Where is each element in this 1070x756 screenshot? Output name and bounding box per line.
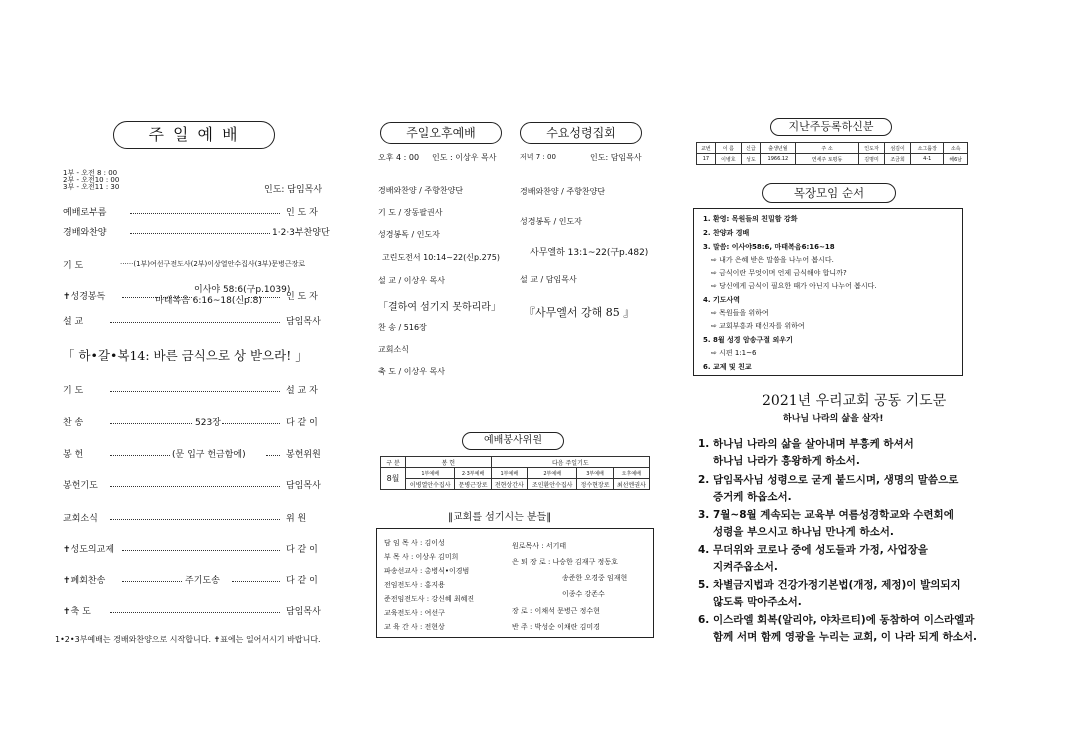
prayer-line: 지켜주옵소서. bbox=[713, 561, 778, 573]
table-cell: 최선엔권사 bbox=[613, 479, 649, 490]
table-cell: 소속 bbox=[944, 143, 968, 154]
wednesday-title: 수요성령집회 bbox=[520, 122, 642, 144]
table-cell: 오후예배 bbox=[613, 468, 649, 479]
table-cell: 8월 bbox=[381, 468, 406, 490]
afternoon-line: 설 교 / 이상우 목사 bbox=[378, 276, 445, 285]
servant-line: 전임전도사 : 홍지용 bbox=[384, 581, 445, 589]
prayer-line: 하나님 나라가 흥왕하게 하소서. bbox=[713, 455, 860, 467]
table-cell: 조금희 bbox=[885, 154, 911, 165]
order-mid: 주기도송 bbox=[185, 576, 220, 586]
order-label: ✝성도의교제 bbox=[63, 545, 115, 555]
order-label: 봉 헌 bbox=[63, 450, 84, 460]
divider bbox=[130, 213, 280, 214]
order-label: 기 도 bbox=[63, 386, 84, 396]
service-time-1: 1부 - 오전 8 : 00 bbox=[63, 169, 118, 177]
table-cell: 3부예배 bbox=[577, 468, 613, 479]
prayer-line: 6. 이스라엘 회복(알리야, 야차르티)에 동참하여 이스라엘과 bbox=[698, 614, 975, 626]
table-cell: 조인환안수집사 bbox=[527, 479, 576, 490]
servant-line: 이종수 강존수 bbox=[562, 590, 605, 598]
sunday-title: 주 일 예 배 bbox=[113, 121, 275, 149]
table-cell: 1부예배 bbox=[491, 468, 527, 479]
afternoon-title: 주일오후예배 bbox=[380, 122, 502, 144]
table-cell: 김명미 bbox=[859, 154, 885, 165]
committee-table bbox=[380, 456, 650, 490]
table-cell: 17 bbox=[697, 154, 716, 165]
servant-line: 반 주 : 박성순 이채란 김미경 bbox=[512, 623, 600, 631]
order-mid: 1·2·3부찬양단 bbox=[272, 228, 330, 238]
afternoon-line: 교회소식 bbox=[378, 345, 409, 354]
divider bbox=[130, 233, 270, 234]
table-cell: 구 분 bbox=[381, 457, 406, 468]
prayer-line: 5. 차별금지법과 건강가정기본법(개정, 제정)이 발의되지 bbox=[698, 579, 961, 591]
sunday-leader: 인도: 담임목사 bbox=[264, 185, 323, 195]
cell-item: ⇨ 교회부흥과 태신자를 위하여 bbox=[711, 322, 805, 330]
table-cell: 해6남 bbox=[944, 154, 968, 165]
table-cell: 봉 헌 bbox=[406, 457, 492, 468]
divider bbox=[266, 455, 280, 456]
cell-item: 2. 찬양과 경배 bbox=[703, 229, 750, 237]
servant-line: 은 퇴 장 로 : 나승한 김재구 정동호 bbox=[512, 558, 618, 566]
order-label: 설 교 bbox=[63, 317, 84, 327]
cell-meeting-title: 목장모임 순서 bbox=[762, 183, 896, 203]
table-cell: 출생년월 bbox=[760, 143, 795, 154]
committee-title: 예배봉사위원 bbox=[462, 432, 564, 450]
cell-item: ⇨ 당신에게 금식이 필요한 때가 아닌지 나누어 봅시다. bbox=[711, 282, 877, 290]
prayer-line: 1. 하나님 나라의 삶을 살아내며 부흥케 하셔서 bbox=[698, 438, 914, 450]
order-mid: (문 입구 헌금함에) bbox=[172, 450, 246, 460]
table-cell: 정수현장로 bbox=[577, 479, 613, 490]
prayer-line: 함께 서며 함께 영광을 누리는 교회, 이 나라 되게 하소서. bbox=[713, 631, 978, 643]
cell-item: ⇨ 내가 은혜 받은 말씀을 나누어 봅시다. bbox=[711, 256, 834, 264]
prayer-leaders: (1부)여선구전도사(2부)이상열안수집사(3부)문병근장로 bbox=[133, 260, 306, 268]
prayer-title: 2021년 우리교회 공동 기도문 bbox=[762, 393, 947, 409]
servant-line: 장 로 : 이채석 문병근 정수현 bbox=[512, 607, 600, 615]
divider bbox=[248, 297, 280, 298]
servants-title: ‖교회를 섬기시는 분들‖ bbox=[448, 512, 552, 523]
afternoon-line: 찬 송 / 516장 bbox=[378, 323, 427, 332]
table-cell: 이병호 bbox=[715, 154, 741, 165]
servant-line: 파송선교사 : 총병식•이경범 bbox=[384, 567, 470, 575]
sermon-title: 「 하•갈•복14: 바른 금식으로 상 받으라! 」 bbox=[62, 348, 308, 363]
divider bbox=[232, 581, 280, 582]
order-right: 설 교 자 bbox=[286, 386, 318, 396]
servant-line: 담 임 목 사 : 김이성 bbox=[384, 539, 445, 547]
order-right: 인 도 자 bbox=[286, 208, 318, 218]
table-cell: 1부예배 bbox=[406, 468, 455, 479]
cell-item: 4. 기도사역 bbox=[703, 296, 741, 304]
servant-line: 부 목 사 : 이상우 김미희 bbox=[384, 553, 459, 561]
cell-item: 5. 8월 성경 암송구절 외우기 bbox=[703, 336, 793, 344]
prayer-line: 3. 7월~8월 계속되는 교육부 여름성경학교와 수련회에 bbox=[698, 509, 954, 521]
cell-item: 1. 환영: 목원들의 친밀함 강화 bbox=[703, 215, 798, 223]
divider bbox=[110, 423, 192, 424]
table-cell: 신급 bbox=[741, 143, 760, 154]
divider bbox=[222, 423, 280, 424]
order-label: ✝축 도 bbox=[63, 607, 91, 617]
newcomer-title: 지난주등록하신분 bbox=[770, 118, 892, 136]
order-label: 찬 송 bbox=[63, 418, 84, 428]
afternoon-line: 기 도 / 장동팔권사 bbox=[378, 208, 443, 217]
sunday-footnote: 1•2•3부예배는 경배와찬양으로 시작합니다. ✝표에는 일어서시기 바랍니다. bbox=[55, 635, 321, 644]
prayer-line: 않도록 막아주소서. bbox=[713, 596, 802, 608]
servant-line: 교육전도사 : 여선구 bbox=[384, 609, 445, 617]
order-mid-1: 이사야 58:6(구p.1039) bbox=[194, 285, 291, 295]
divider bbox=[110, 486, 280, 487]
afternoon-line: 고린도전서 10:14~22(신p.275) bbox=[382, 253, 500, 262]
divider bbox=[110, 519, 280, 520]
wednesday-line: 사무엘하 13:1~22(구p.482) bbox=[530, 248, 649, 258]
table-cell: 소그룹장 bbox=[911, 143, 944, 154]
order-right: 다 같 이 bbox=[286, 576, 318, 586]
afternoon-line: 경배와찬양 / 주향찬양단 bbox=[378, 186, 464, 195]
table-cell: 인도자 bbox=[859, 143, 885, 154]
cell-item: ⇨ 시편 1:1~6 bbox=[711, 349, 757, 357]
order-label: 기 도 bbox=[63, 261, 84, 271]
wednesday-leader: 인도: 담임목사 bbox=[590, 153, 642, 162]
order-mid-2: 마태복음 6:16~18(신p.8) bbox=[155, 296, 262, 306]
afternoon-leader: 인도 : 이상우 목사 bbox=[432, 153, 497, 162]
order-label: ✝폐회찬송 bbox=[63, 576, 106, 586]
order-mid: 523장 bbox=[195, 418, 221, 428]
order-label: 교회소식 bbox=[63, 514, 98, 524]
divider bbox=[110, 612, 280, 613]
afternoon-sermon: 「결하여 섬기지 못하리라」 bbox=[378, 302, 501, 313]
table-cell: 성도 bbox=[741, 154, 760, 165]
newcomer-table bbox=[696, 142, 968, 165]
order-mid: ······(1부)여선구전도사(2부)이상열안수집사(3부)문병근장로 bbox=[120, 260, 306, 268]
order-right: 다 같 이 bbox=[286, 418, 318, 428]
table-cell: 이병열안수집사 bbox=[406, 479, 455, 490]
cell-item: 6. 교제 및 친교 bbox=[703, 363, 752, 371]
divider bbox=[122, 581, 182, 582]
divider bbox=[110, 391, 280, 392]
servant-line: 송준한 오경중 임재현 bbox=[562, 574, 628, 582]
order-right: 봉헌위원 bbox=[286, 450, 321, 460]
cell-item: 3. 말씀: 이사야58:6, 마태복음6:16~18 bbox=[703, 243, 835, 251]
prayer-subtitle: 하나님 나라의 삶을 살자! bbox=[783, 414, 884, 424]
wednesday-line: 경배와찬양 / 주향찬양단 bbox=[520, 187, 606, 196]
table-cell: 다음 주일기도 bbox=[491, 457, 649, 468]
table-cell: 연세주 토평동 bbox=[796, 154, 859, 165]
order-right: 담임목사 bbox=[286, 607, 321, 617]
order-label: 봉헌기도 bbox=[63, 481, 98, 491]
table-cell: 전현상간사 bbox=[491, 479, 527, 490]
order-label: 예배로부름 bbox=[63, 208, 107, 218]
prayer-line: 2. 담임목사님 성령으로 굳게 붙드시며, 생명의 말씀으로 bbox=[698, 474, 959, 486]
prayer-line: 증거케 하옵소서. bbox=[713, 491, 792, 503]
order-right: 인 도 자 bbox=[286, 292, 318, 302]
divider bbox=[110, 322, 280, 323]
table-cell: 이 름 bbox=[715, 143, 741, 154]
divider bbox=[122, 550, 280, 551]
divider bbox=[110, 455, 170, 456]
table-cell: 4-1 bbox=[911, 154, 944, 165]
order-right: 담임목사 bbox=[286, 317, 321, 327]
table-cell: 1966.12 bbox=[760, 154, 795, 165]
prayer-line: 4. 무더위와 코로나 중에 성도들과 가정, 사업장을 bbox=[698, 544, 928, 556]
service-time-2: 2부 - 오전10 : 00 bbox=[63, 176, 120, 184]
servant-line: 교 육 간 사 : 전현상 bbox=[384, 623, 445, 631]
wednesday-time: 저녁 7 : 00 bbox=[520, 153, 556, 161]
servant-line: 준전임전도사 : 강신혜 최혜진 bbox=[384, 595, 475, 603]
wednesday-sermon: 『사무엘서 강해 85 』 bbox=[524, 306, 635, 319]
table-cell: 섬김이 bbox=[885, 143, 911, 154]
afternoon-line: 성경봉독 / 인도자 bbox=[378, 230, 440, 239]
order-label: 경배와찬양 bbox=[63, 228, 107, 238]
table-cell: 주 소 bbox=[796, 143, 859, 154]
table-cell: 2·3부예배 bbox=[455, 468, 491, 479]
order-label: ✝성경봉독 bbox=[63, 292, 106, 302]
cell-item: ⇨ 금식이란 무엇이며 언제 금식해야 합니까? bbox=[711, 269, 847, 277]
prayer-line: 성령을 부으시고 하나님 만나게 하소서. bbox=[713, 526, 894, 538]
wednesday-line: 설 교 / 담임목사 bbox=[520, 275, 577, 284]
wednesday-line: 성경봉독 / 인도자 bbox=[520, 217, 582, 226]
order-right: 다 같 이 bbox=[286, 545, 318, 555]
order-right: 담임목사 bbox=[286, 481, 321, 491]
table-cell: 2부예배 bbox=[527, 468, 576, 479]
table-cell: 교번 bbox=[697, 143, 716, 154]
table-cell: 문병근장로 bbox=[455, 479, 491, 490]
order-right: 위 원 bbox=[286, 514, 307, 524]
afternoon-time: 오후 4 : 00 bbox=[378, 153, 420, 162]
afternoon-line: 축 도 / 이상우 목사 bbox=[378, 367, 445, 376]
cell-item: ⇨ 목원들을 위하여 bbox=[711, 309, 769, 317]
servant-line: 원로목사 : 서기태 bbox=[512, 542, 567, 550]
service-time-3: 3부 - 오전11 : 30 bbox=[63, 183, 120, 191]
